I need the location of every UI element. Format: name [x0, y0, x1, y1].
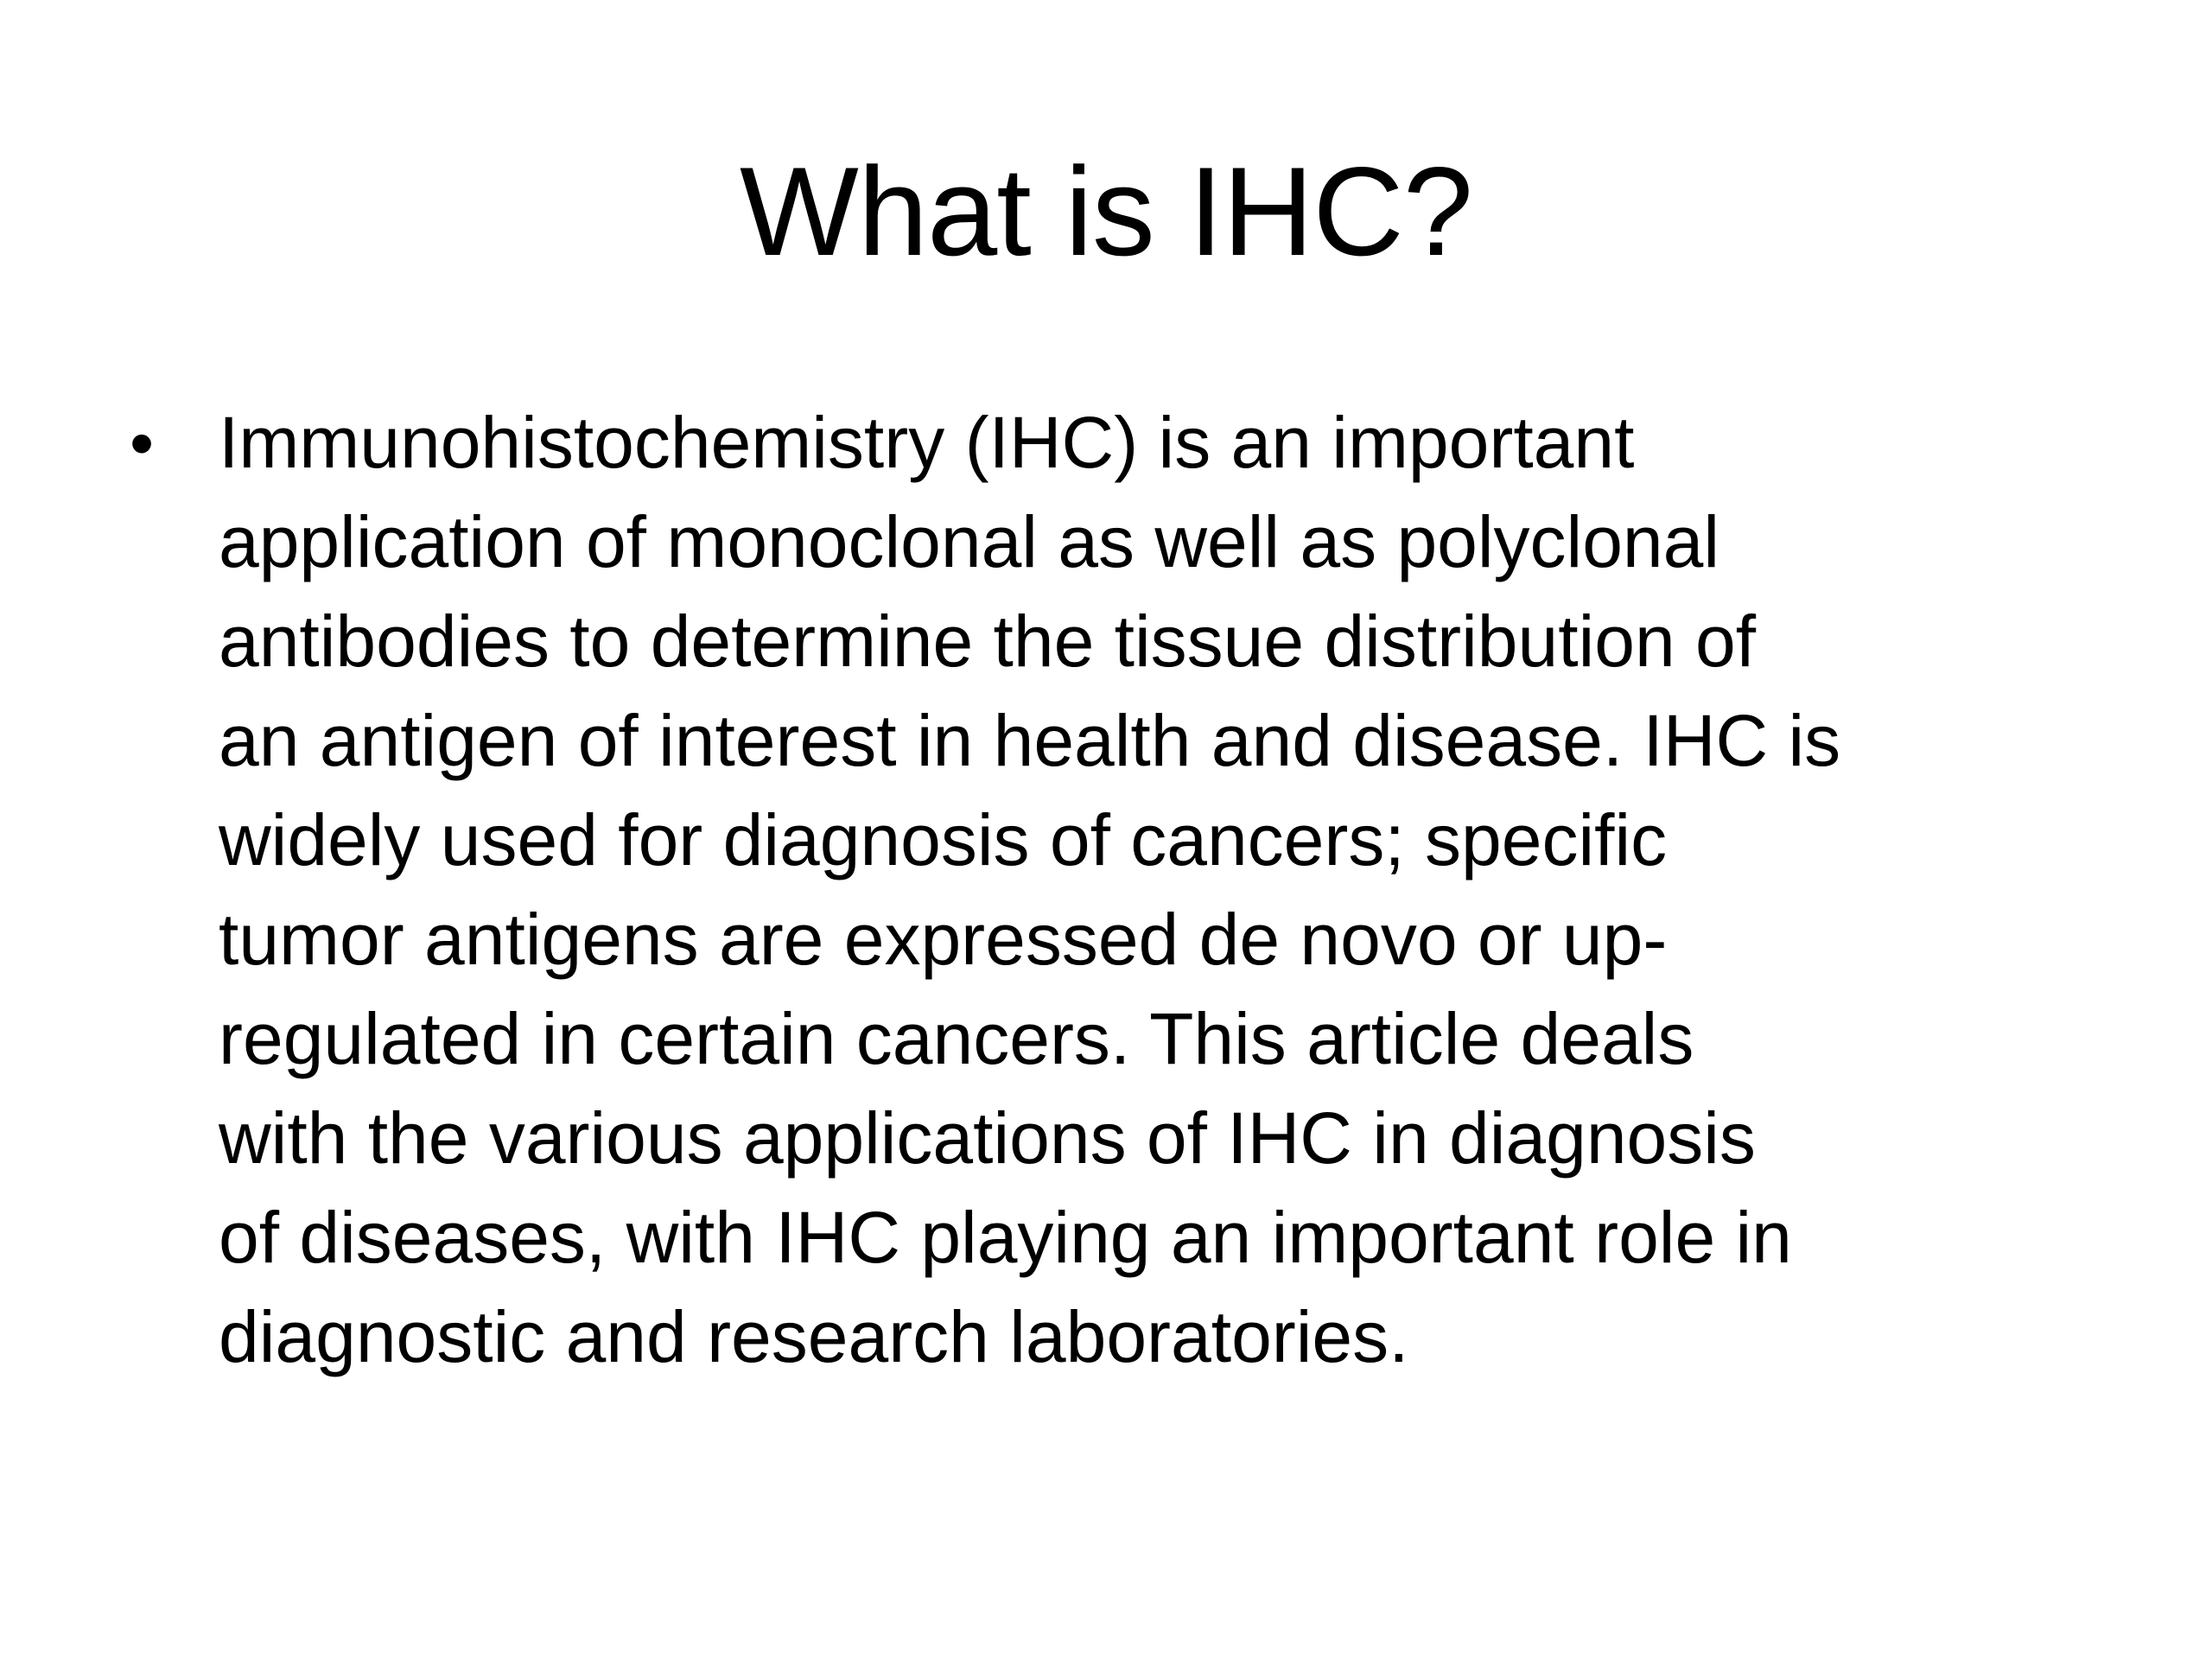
- bullet-text-line: Immunohistochemistry (IHC) is an important: [219, 402, 1635, 483]
- bullet-text-line: regulated in certain cancers. This article deals: [219, 998, 1694, 1079]
- bullet-text-line: antibodies to determine the tissue distribution of: [219, 601, 1757, 682]
- slide-title: What is IHC?: [740, 141, 1472, 282]
- bullet-text-line: tumor antigens are expressed de novo or up-: [219, 899, 1668, 980]
- bullet-text-line: widely used for diagnosis of cancers; specific: [219, 799, 1668, 880]
- bullet-item: [130, 393, 2117, 1387]
- bullet-list: [130, 393, 2117, 1387]
- bullet-text-line: an antigen of interest in health and disease. IHC is: [219, 700, 1841, 781]
- bullet-text-line: application of monoclonal as well as polyclonal: [219, 501, 1720, 582]
- bullet-text-line: with the various applications of IHC in diagnosis: [219, 1097, 1756, 1179]
- bullet-text-line: of diseases, with IHC playing an important role in: [219, 1197, 1792, 1278]
- bullet-text-line: diagnostic and research laboratories.: [219, 1296, 1409, 1377]
- bullet-text: [219, 393, 2117, 1387]
- bullet-marker: •: [130, 404, 155, 481]
